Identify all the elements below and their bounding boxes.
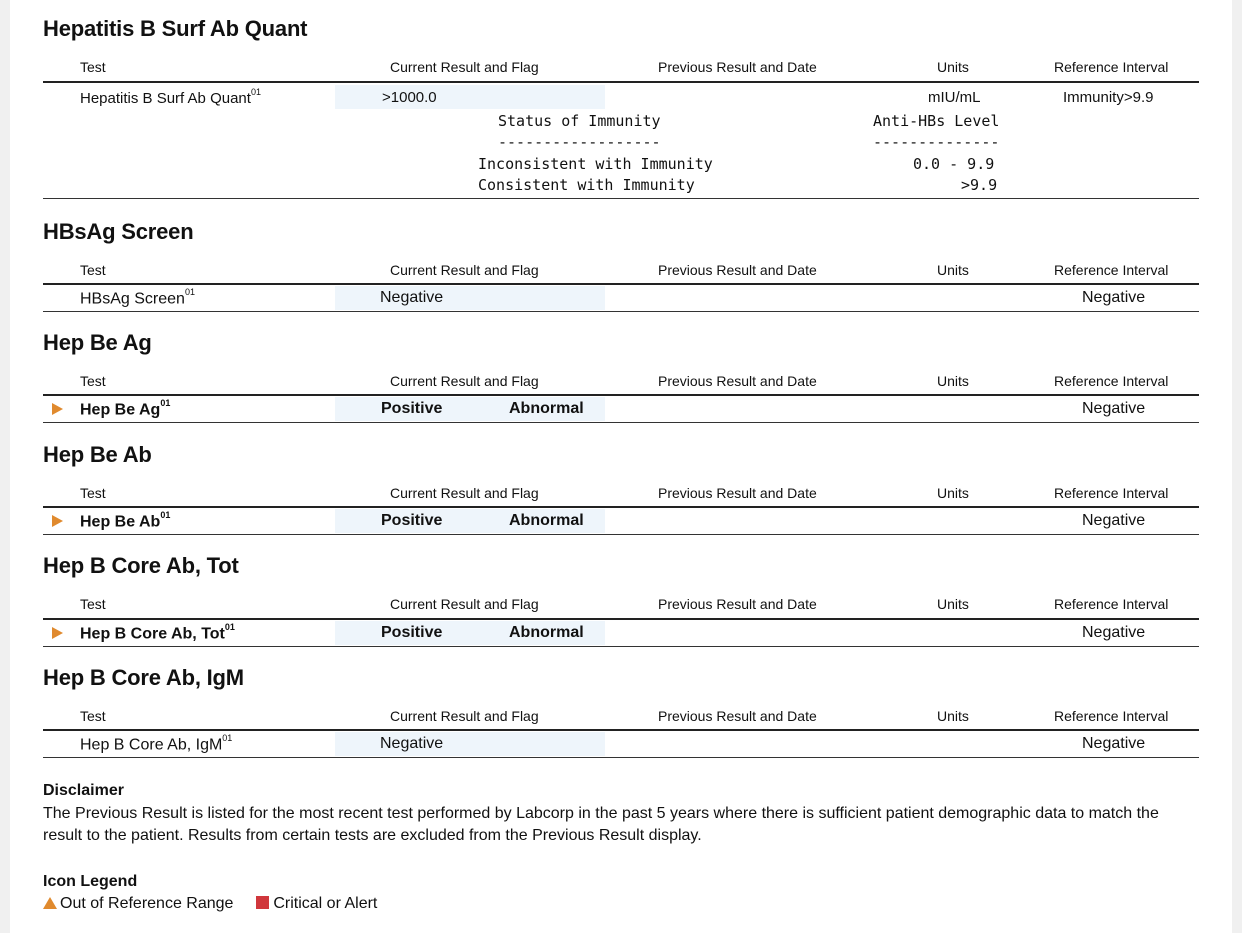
test-name: Hep B Core Ab, Tot$^{01}$ <box>80 622 235 643</box>
reference-value: Negative <box>1082 400 1146 417</box>
header-test: Test <box>80 262 106 278</box>
header-rule <box>43 506 1199 508</box>
note-row2-value: >9.9 <box>961 176 998 194</box>
result-cell-bg <box>335 732 605 756</box>
test-name: HBsAg Screen$^{01}$ <box>80 287 195 308</box>
header-reference: Reference Interval <box>1054 59 1169 75</box>
result-value: Positive <box>381 624 443 641</box>
note-row1-value: 0.0 - 9.9 <box>913 155 995 173</box>
reference-value: Negative <box>1082 624 1146 641</box>
units-value: mIU/mL <box>928 89 981 106</box>
legend-items <box>43 893 1183 915</box>
legend-title: Icon Legend <box>43 873 138 890</box>
row-rule <box>43 422 1199 423</box>
legend-critical: Critical or Alert <box>273 895 378 912</box>
section-title: Hep Be Ab <box>43 442 152 467</box>
test-name: Hep Be Ab$^{01}$ <box>80 510 171 531</box>
header-units: Units <box>937 262 969 278</box>
header-rule <box>43 394 1199 396</box>
row-rule <box>43 534 1199 535</box>
disclaimer-title: Disclaimer <box>43 782 124 799</box>
legend-out-of-range: Out of Reference Range <box>60 895 234 912</box>
header-test: Test <box>80 708 106 724</box>
note-row1-label: Inconsistent with Immunity <box>478 155 713 173</box>
section-title: Hep B Core Ab, IgM <box>43 665 244 690</box>
header-rule <box>43 618 1199 620</box>
flag-value: Abnormal <box>509 512 584 529</box>
header-test: Test <box>80 373 106 389</box>
note-dash2: -------------- <box>873 133 1000 151</box>
header-current: Current Result and Flag <box>390 59 539 75</box>
header-previous: Previous Result and Date <box>658 708 817 724</box>
header-test: Test <box>80 596 106 612</box>
header-units: Units <box>937 708 969 724</box>
header-units: Units <box>937 373 969 389</box>
header-current: Current Result and Flag <box>390 708 539 724</box>
reference-value: Negative <box>1082 735 1146 752</box>
section-title: HBsAg Screen <box>43 219 194 244</box>
row-rule <box>43 311 1199 312</box>
header-units: Units <box>937 59 969 75</box>
flag-value: Abnormal <box>509 400 584 417</box>
header-reference: Reference Interval <box>1054 373 1169 389</box>
result-value: Positive <box>381 400 443 417</box>
note-dash1: ------------------ <box>498 133 661 151</box>
section-title: Hep Be Ag <box>43 330 152 355</box>
header-current: Current Result and Flag <box>390 373 539 389</box>
header-test: Test <box>80 485 106 501</box>
header-previous: Previous Result and Date <box>658 262 817 278</box>
result-value: Negative <box>380 735 444 752</box>
result-cell-bg <box>335 85 605 109</box>
test-name: Hepatitis B Surf Ab Quant$^{01}$ <box>80 87 261 107</box>
header-current: Current Result and Flag <box>390 485 539 501</box>
header-reference: Reference Interval <box>1054 708 1169 724</box>
result-value: Positive <box>381 512 443 529</box>
header-reference: Reference Interval <box>1054 596 1169 612</box>
header-previous: Previous Result and Date <box>658 485 817 501</box>
out-of-range-arrow-icon <box>52 403 63 415</box>
result-value: >1000.0 <box>382 89 437 106</box>
header-previous: Previous Result and Date <box>658 596 817 612</box>
result-value: Negative <box>380 289 444 306</box>
header-units: Units <box>937 485 969 501</box>
header-reference: Reference Interval <box>1054 485 1169 501</box>
result-cell-bg <box>335 286 605 310</box>
section-title: Hepatitis B Surf Ab Quant <box>43 16 308 41</box>
header-previous: Previous Result and Date <box>658 59 817 75</box>
header-rule <box>43 283 1199 285</box>
note-row2-label: Consistent with Immunity <box>478 176 695 194</box>
note-col1-head: Status of Immunity <box>498 112 661 130</box>
header-previous: Previous Result and Date <box>658 373 817 389</box>
triangle-icon <box>43 897 57 909</box>
header-test: Test <box>80 59 106 75</box>
header-rule <box>43 729 1199 731</box>
section-title: Hep B Core Ab, Tot <box>43 553 239 578</box>
header-current: Current Result and Flag <box>390 596 539 612</box>
note-col2-head: Anti-HBs Level <box>873 112 1000 130</box>
header-rule <box>43 81 1199 83</box>
disclaimer-text: The Previous Result is listed for the most recent test performed by Labcorp in the past 5 years where there is sufficient patient demographic data to match the result to the patient. Results from certain tests are excluded from the Previous Result display. <box>43 805 1159 844</box>
lab-report-page <box>10 0 1232 933</box>
flag-value: Abnormal <box>509 624 584 641</box>
reference-value: Negative <box>1082 289 1146 306</box>
out-of-range-arrow-icon <box>52 515 63 527</box>
test-name: Hep B Core Ab, IgM$^{01}$ <box>80 733 233 754</box>
square-icon <box>256 896 269 909</box>
reference-value: Immunity>9.9 <box>1063 89 1154 106</box>
test-name: Hep Be Ag$^{01}$ <box>80 398 171 419</box>
row-rule <box>43 198 1199 199</box>
reference-value: Negative <box>1082 512 1146 529</box>
out-of-range-arrow-icon <box>52 627 63 639</box>
header-reference: Reference Interval <box>1054 262 1169 278</box>
row-rule <box>43 757 1199 758</box>
header-current: Current Result and Flag <box>390 262 539 278</box>
row-rule <box>43 646 1199 647</box>
header-units: Units <box>937 596 969 612</box>
